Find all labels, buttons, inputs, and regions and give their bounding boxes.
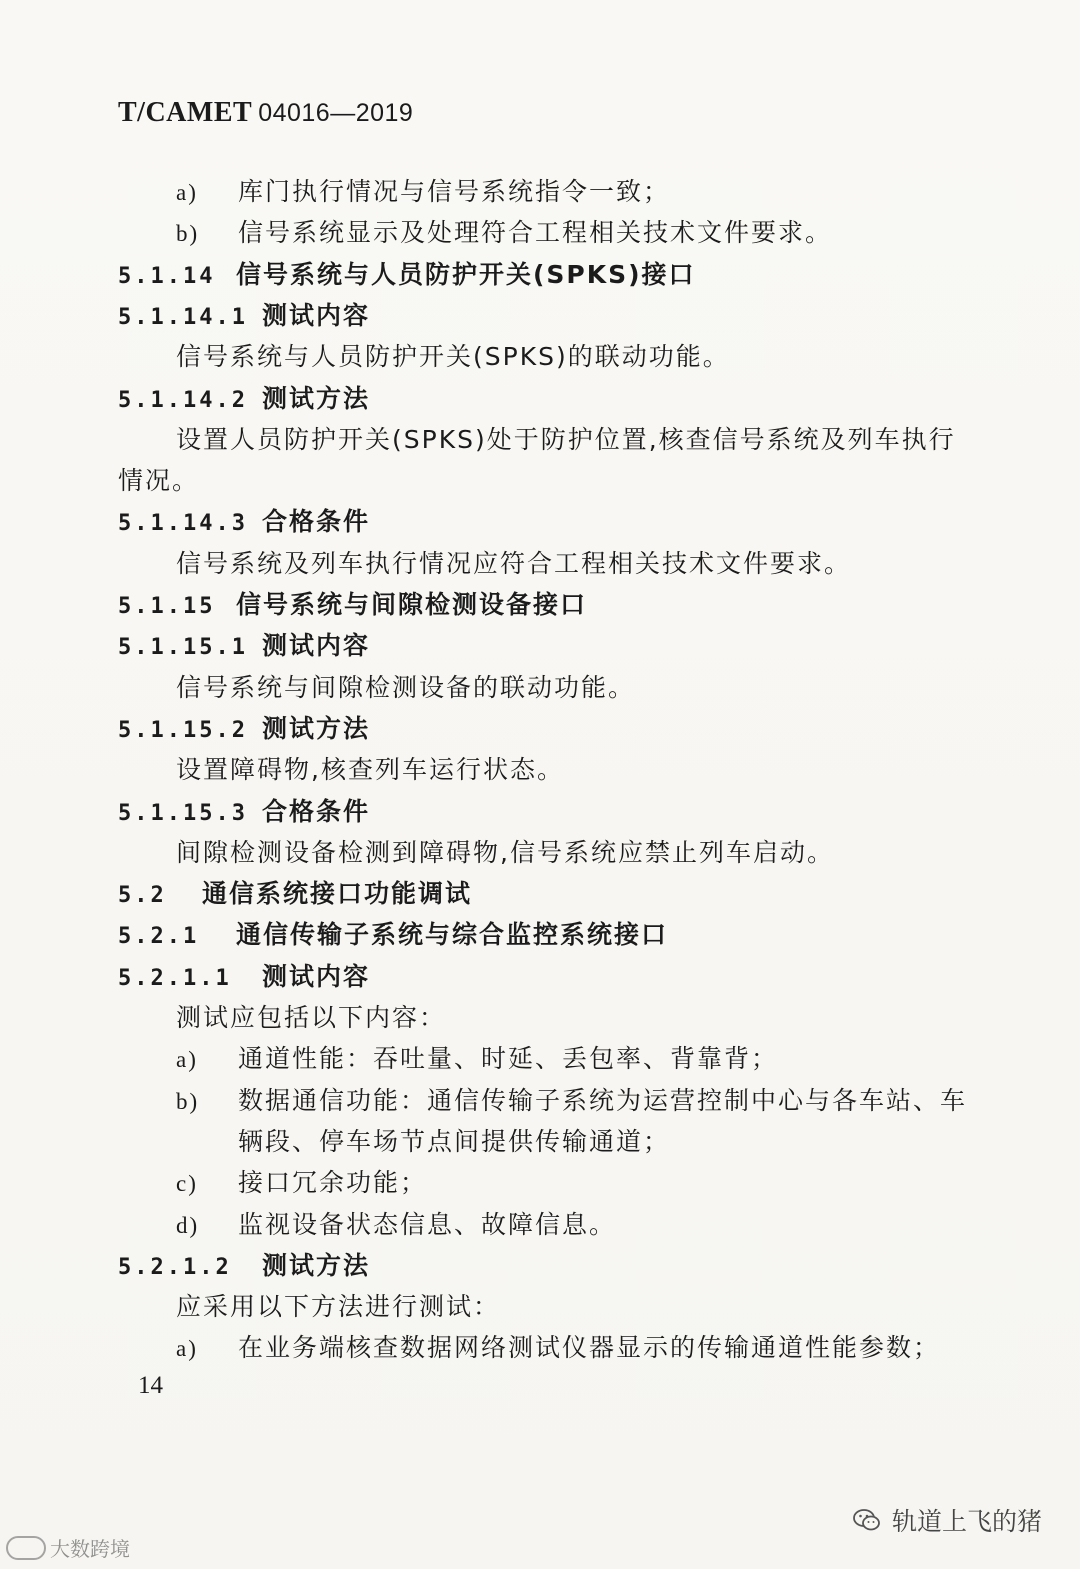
section-number: 5.1.14.1 xyxy=(118,305,248,330)
list-item-text: 接口冗余功能； xyxy=(238,1168,428,1197)
list-item xyxy=(176,1205,616,1241)
paragraph-line xyxy=(176,337,730,373)
paragraph-line xyxy=(176,1287,500,1323)
list-item-label: a) xyxy=(176,180,198,205)
section-number: 5.2 xyxy=(118,883,167,908)
paragraph-text: 信号系统及列车执行情况应符合工程相关技术文件要求。 xyxy=(176,549,852,578)
section-heading xyxy=(118,585,587,621)
section-title: 测试方法 xyxy=(262,1251,371,1280)
list-item-text: 通道性能：吞吐量、时延、丢包率、背靠背； xyxy=(238,1044,779,1073)
paragraph-line xyxy=(176,420,956,456)
paragraph-text: 设置人员防护开关(SPKS)处于防护位置,核查信号系统及列车执行 xyxy=(176,425,956,454)
section-number: 5.2.1.1 xyxy=(118,966,232,991)
section-title: 测试方法 xyxy=(262,384,371,413)
section-number: 5.1.15.1 xyxy=(118,635,248,660)
section-heading xyxy=(118,957,370,993)
watermark-right xyxy=(852,1502,1042,1538)
section-number: 5.2.1.2 xyxy=(118,1255,232,1280)
section-title: 合格条件 xyxy=(262,507,371,536)
section-heading xyxy=(118,379,370,415)
section-heading xyxy=(118,874,472,910)
section-number: 5.1.15.2 xyxy=(118,718,248,743)
list-item-text: 在业务端核查数据网络测试仪器显示的传输通道性能参数； xyxy=(238,1333,941,1362)
section-number: 5.1.14 xyxy=(118,264,216,289)
list-item-label: c) xyxy=(176,1171,198,1196)
standard-code: T/CAMET xyxy=(118,97,253,128)
section-title: 测试内容 xyxy=(262,962,371,991)
list-item-continuation xyxy=(238,1122,670,1158)
paragraph-text: 间隙检测设备检测到障碍物,信号系统应禁止列车启动。 xyxy=(176,838,834,867)
list-item-label: a) xyxy=(176,1336,198,1361)
list-item-text: 信号系统显示及处理符合工程相关技术文件要求。 xyxy=(238,218,833,247)
list-item-text: 辆段、停车场节点间提供传输通道； xyxy=(238,1127,671,1156)
paragraph-line xyxy=(176,750,564,786)
list-item xyxy=(176,1039,778,1075)
paragraph-text: 测试应包括以下内容： xyxy=(176,1003,447,1032)
paragraph-text: 应采用以下方法进行测试： xyxy=(176,1292,501,1321)
watermark-right-text: 轨道上飞的猪 xyxy=(891,1507,1042,1536)
list-item-label: b) xyxy=(176,1089,200,1114)
section-heading xyxy=(118,915,668,951)
section-heading xyxy=(118,1246,370,1282)
section-title: 通信系统接口功能调试 xyxy=(202,879,473,908)
page-number: 14 xyxy=(138,1372,163,1399)
section-heading xyxy=(118,255,696,291)
section-number: 5.1.15.3 xyxy=(118,801,248,826)
list-item-text: 数据通信功能：通信传输子系统为运营控制中心与各车站、车 xyxy=(238,1086,968,1115)
section-title: 测试内容 xyxy=(262,631,371,660)
section-number: 5.1.15 xyxy=(118,594,216,619)
list-item xyxy=(176,1081,967,1117)
watermark-left xyxy=(6,1533,130,1562)
paragraph-text: 设置障碍物,核查列车运行状态。 xyxy=(176,755,564,784)
section-heading xyxy=(118,626,370,662)
section-heading xyxy=(118,792,370,828)
section-number: 5.2.1 xyxy=(118,924,200,949)
section-title: 测试内容 xyxy=(262,301,371,330)
wechat-icon xyxy=(852,1505,882,1535)
standard-header xyxy=(118,97,413,129)
paragraph-text: 信号系统与间隙检测设备的联动功能。 xyxy=(176,673,636,702)
section-title: 通信传输子系统与综合监控系统接口 xyxy=(236,920,669,949)
paragraph-text: 情况。 xyxy=(118,466,200,495)
watermark-logo-icon xyxy=(6,1536,46,1560)
list-item xyxy=(176,1328,940,1364)
section-heading xyxy=(118,709,370,745)
list-item-text: 库门执行情况与信号系统指令一致； xyxy=(238,177,671,206)
section-heading xyxy=(118,502,370,538)
section-title: 合格条件 xyxy=(262,797,371,826)
list-item xyxy=(176,213,832,249)
list-item-label: d) xyxy=(176,1213,200,1238)
standard-number: 04016—2019 xyxy=(258,99,414,127)
list-item xyxy=(176,1163,427,1199)
paragraph-text: 信号系统与人员防护开关(SPKS)的联动功能。 xyxy=(176,342,730,371)
section-title: 测试方法 xyxy=(262,714,371,743)
paragraph-line xyxy=(176,833,834,869)
list-item-label: a) xyxy=(176,1047,198,1072)
paragraph-line xyxy=(176,544,851,580)
section-title: 信号系统与人员防护开关(SPKS)接口 xyxy=(236,260,696,289)
watermark-left-text: 大数跨境 xyxy=(50,1537,130,1561)
section-heading xyxy=(118,296,370,332)
section-number: 5.1.14.3 xyxy=(118,511,248,536)
list-item-label: b) xyxy=(176,221,200,246)
section-number: 5.1.14.2 xyxy=(118,388,248,413)
section-title: 信号系统与间隙检测设备接口 xyxy=(236,590,588,619)
paragraph-line xyxy=(176,668,635,704)
list-item xyxy=(176,172,670,208)
paragraph-continuation xyxy=(118,461,199,497)
list-item-text: 监视设备状态信息、故障信息。 xyxy=(238,1210,617,1239)
paragraph-line xyxy=(176,998,446,1034)
